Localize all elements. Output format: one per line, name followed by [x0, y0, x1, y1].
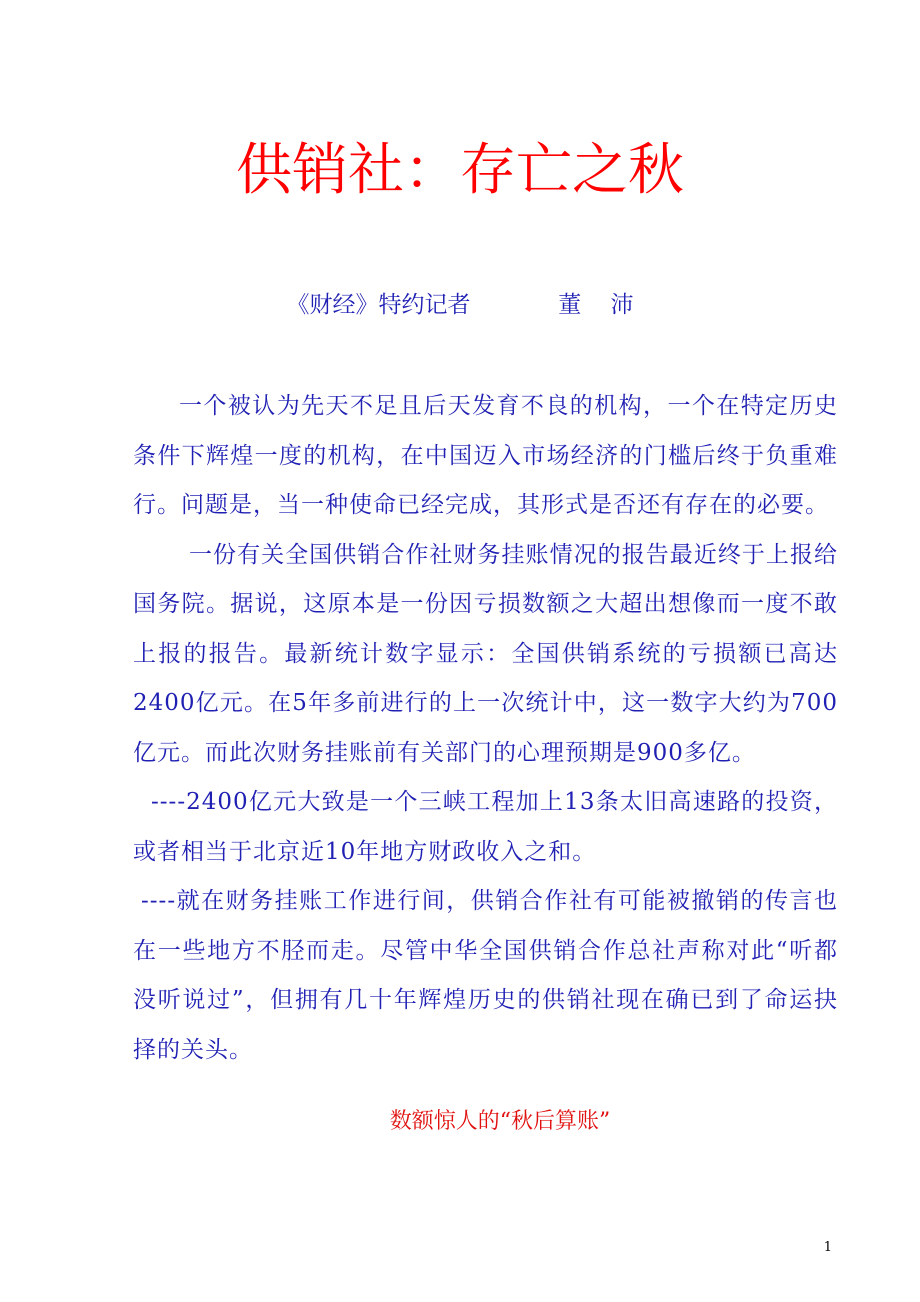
paragraph-report: 一份有关全国供销合作社财务挂账情况的报告最近终于上报给国务院。据说，这原本是一份因亏损数额之大超出想像而一度不敢上报的报告。最新统计数字显示：全国供销系统的亏损额已高达2400亿元。在5年多前进行的上一次统计中，这一数字大约为700亿元。而此次财务挂账前有关部门的心理预期是900多亿。 [133, 541, 838, 766]
paragraph-comparison: ----2400亿元大致是一个三峡工程加上13条太旧高速路的投资，或者相当于北京近10年地方财政收入之和。 [133, 789, 838, 865]
byline: 《财经》特约记者 董 沛 [286, 292, 634, 318]
section-heading: 数额惊人的“秋后算账” [389, 1109, 611, 1134]
page-number: 1 [823, 1240, 832, 1255]
article-body [133, 382, 838, 1075]
paragraph-intro: 一个被认为先天不足且后天发育不良的机构，一个在特定历史条件下辉煌一度的机构，在中国迈入市场经济的门槛后终于负重难行。问题是，当一种使命已经完成，其形式是否还有存在的必要。 [133, 393, 838, 518]
paragraph-rumor: ----就在财务挂账工作进行间，供销合作社有可能被撤销的传言也在一些地方不胫而走。尽管中华全国供销合作总社声称对此“听都没听说过”，但拥有几十年辉煌历史的供销社现在确已到了命运抉择的关头。 [133, 888, 838, 1063]
document-title: 供销社：存亡之秋 [236, 138, 684, 203]
